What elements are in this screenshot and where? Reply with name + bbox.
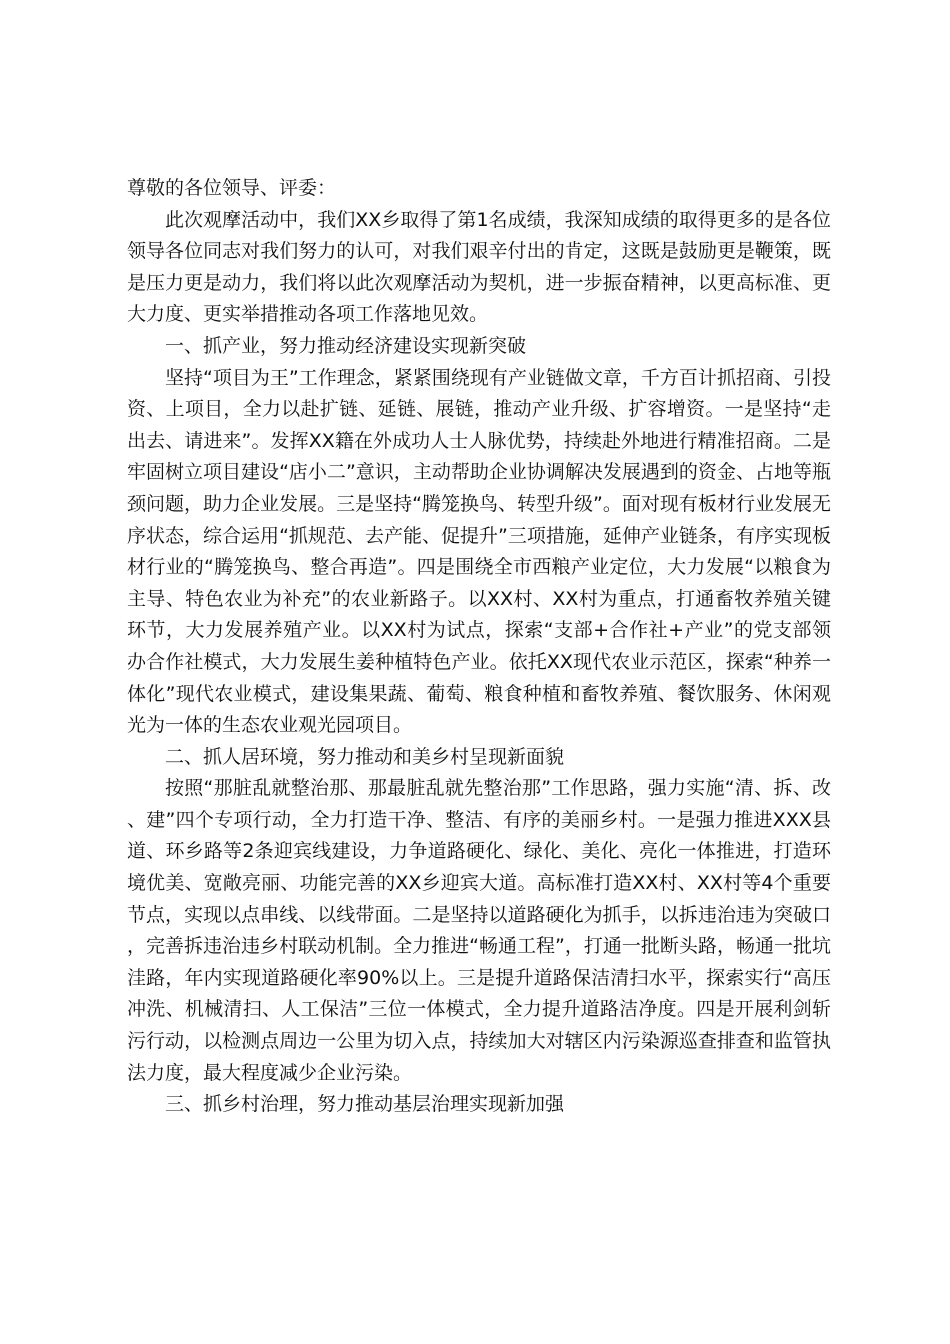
section-heading-environment: 二、抓人居环境，努力推动和美乡村呈现新面貌 [165, 745, 565, 768]
salutation: 尊敬的各位领导、评委： [127, 177, 337, 199]
section-heading-governance: 三、抓乡村治理，努力推动基层治理实现新加强 [165, 1093, 565, 1116]
intro-paragraph: 此次观摩活动中，我们XX乡取得了第1名成绩，我深知成绩的取得更多的是各位领导各位同志对我们努力的认可，对我们艰辛付出的肯定，这既是鼓励更是鞭策，既是压力更是动力，我们将以此次观摩活动为契机，进一步振奋精神，以更高标准、更大力度、更实举措推动各项工作落地见效。 [127, 208, 831, 326]
section-body-industry: 坚持“项目为王”工作理念，紧紧围绕现有产业链做文章，千方百计抓招商、引投资、上项目，全力以赴扩链、延链、展链，推动产业升级、扩容增资。一是坚持“走出去、请进来”。发挥XX籍在外成功人士人脉优势，持续赴外地进行精准招商。二是牢固树立项目建设“店小二”意识，主动帮助企业协调解决发展遇到的资金、占地等瓶颈问题，助力企业发展。三是坚持“腾笼换鸟、转型升级”。面对现有板材行业发展无序状态，综合运用“抓规范、去产能、促提升”三项措施，延伸产业链条，有序实现板材行业的“腾笼换鸟、整合再造”。四是围绕全市西粮产业定位，大力发展“以粮食为主导、特色农业为补充”的农业新路子。以XX村、XX村为重点，打通畜牧养殖关键环节，大力发展养殖产业。以XX村为试点，探索“支部+合作社+产业”的党支部领办合作社模式，大力发展生姜种植特色产业。依托XX现代农业示范区，探索“种养一体化”现代农业模式，建设集果蔬、葡萄、粮食种植和畜牧养殖、餐饮服务、休闲观光为一体的生态农业观光园项目。 [127, 366, 831, 737]
section-body-environment: 按照“那脏乱就整治那、那最脏乱就先整治那”工作思路，强力实施“清、拆、改、建”四个专项行动，全力打造干净、整洁、有序的美丽乡村。一是强力推进XXX县道、环乡路等2条迎宾线建设，力争道路硬化、绿化、美化、亮化一体推进，打造环境优美、宽敞亮丽、功能完善的XX乡迎宾大道。高标准打造XX村、XX村等4个重要节点，实现以点串线、以线带面。二是坚持以道路硬化为抓手，以拆违治违为突破口，完善拆违治违乡村联动机制。全力推进“畅通工程”，打通一批断头路，畅通一批坑洼路，年内实现道路硬化率90%以上。三是提升道路保洁清扫水平，探索实行“高压冲洗、机械清扫、人工保洁”三位一体模式，全力提升道路洁净度。四是开展利剑斩污行动，以检测点周边一公里为切入点，持续加大对辖区内污染源巡查排查和监管执法力度，最大程度减少企业污染。 [127, 777, 831, 1084]
section-heading-industry: 一、抓产业，努力推动经济建设实现新突破 [165, 334, 527, 357]
document-body [127, 173, 831, 1121]
